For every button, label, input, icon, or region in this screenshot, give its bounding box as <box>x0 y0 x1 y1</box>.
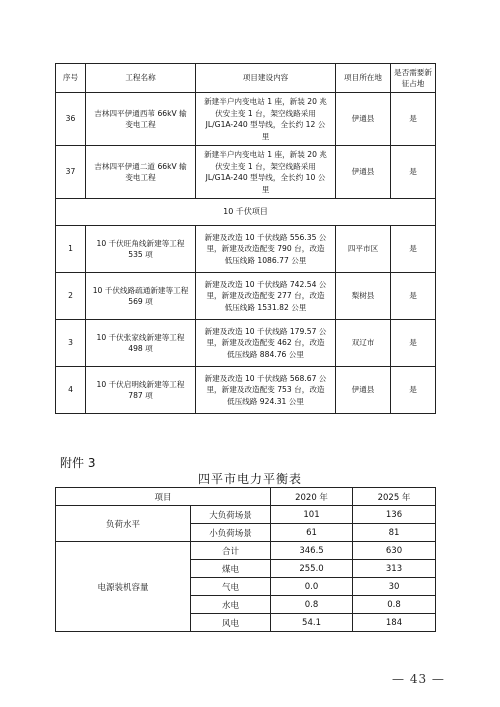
row-no: 2 <box>56 273 86 320</box>
header-item: 项目 <box>56 488 271 506</box>
row-land: 是 <box>391 146 436 199</box>
row-content: 新建半户内变电站 1 座，新装 20 兆 伏安主变 1 台，架空线路采用 JL/G1A-240 型导线，全长约 10 公 里 <box>196 146 336 199</box>
table-row <box>56 226 436 273</box>
row-no: 1 <box>56 226 86 273</box>
row-location: 伊通县 <box>336 93 391 146</box>
row-2020: 255.0 <box>271 560 353 578</box>
row-land: 是 <box>391 320 436 367</box>
row-land: 是 <box>391 273 436 320</box>
balance-table-title: 四平市电力平衡表 <box>197 472 302 486</box>
section-row <box>56 199 436 226</box>
header-location: 项目所在地 <box>336 64 391 93</box>
row-location: 四平市区 <box>336 226 391 273</box>
row-content: 新建半户内变电站 1 座，新装 20 兆 伏安主变 1 台，架空线路采用 JL/G1A-240 型导线，全长约 12 公 里 <box>196 93 336 146</box>
row-name: 10 千伏张家线新建等工程 498 项 <box>86 320 196 367</box>
group-load: 负荷水平 <box>56 506 191 542</box>
row-2025: 184 <box>353 614 436 632</box>
project-table-header <box>56 64 436 93</box>
row-2020: 54.1 <box>271 614 353 632</box>
row-2020: 101 <box>271 506 353 524</box>
group-capacity: 电源装机容量 <box>56 542 191 632</box>
project-table <box>55 63 436 414</box>
header-2020: 2020 年 <box>271 488 353 506</box>
row-sub: 气电 <box>191 578 271 596</box>
balance-table-header <box>56 488 436 506</box>
power-balance-table <box>55 487 436 632</box>
row-land: 是 <box>391 226 436 273</box>
row-sub: 风电 <box>191 614 271 632</box>
row-content: 新建及改造 10 千伏线路 179.57 公 里，新建及改造配变 462 台，改造 低压线路 884.76 公里 <box>196 320 336 367</box>
table-row <box>56 93 436 146</box>
section-title: 10 千伏项目 <box>56 199 436 226</box>
page-number: — 43 — <box>392 672 445 686</box>
table-row <box>56 542 436 560</box>
row-no: 3 <box>56 320 86 367</box>
row-content: 新建及改造 10 千伏线路 742.54 公 里，新建及改造配变 277 台，改造 低压线路 1531.82 公里 <box>196 273 336 320</box>
table-row <box>56 273 436 320</box>
row-2025: 0.8 <box>353 596 436 614</box>
header-land: 是否需要新 征占地 <box>391 64 436 93</box>
row-name: 吉林四平伊通西苇 66kV 输 变电工程 <box>86 93 196 146</box>
row-content: 新建及改造 10 千伏线路 568.67 公 里，新建及改造配变 753 台，改造 低压线路 924.31 公里 <box>196 367 336 414</box>
row-name: 10 千伏线路疏通新建等工程 569 项 <box>86 273 196 320</box>
header-2025: 2025 年 <box>353 488 436 506</box>
row-sub: 大负荷场景 <box>191 506 271 524</box>
row-no: 37 <box>56 146 86 199</box>
table-row <box>56 506 436 524</box>
row-2020: 346.5 <box>271 542 353 560</box>
header-name: 工程名称 <box>86 64 196 93</box>
row-2025: 30 <box>353 578 436 596</box>
row-content: 新建及改造 10 千伏线路 556.35 公 里，新建及改造配变 790 台，改造 低压线路 1086.77 公里 <box>196 226 336 273</box>
row-sub: 合计 <box>191 542 271 560</box>
row-no: 36 <box>56 93 86 146</box>
row-name: 10 千伏启明线新建等工程 787 项 <box>86 367 196 414</box>
row-no: 4 <box>56 367 86 414</box>
row-location: 梨树县 <box>336 273 391 320</box>
row-2020: 0.8 <box>271 596 353 614</box>
table-row <box>56 367 436 414</box>
row-location: 伊通县 <box>336 367 391 414</box>
row-location: 双辽市 <box>336 320 391 367</box>
annex-label: 附件 3 <box>60 456 96 470</box>
row-location: 伊通县 <box>336 146 391 199</box>
header-no: 序号 <box>56 64 86 93</box>
row-name: 10 千伏旺角线新建等工程 535 项 <box>86 226 196 273</box>
header-content: 项目建设内容 <box>196 64 336 93</box>
row-2020: 0.0 <box>271 578 353 596</box>
row-land: 是 <box>391 93 436 146</box>
row-2025: 313 <box>353 560 436 578</box>
row-2020: 61 <box>271 524 353 542</box>
table-row <box>56 146 436 199</box>
row-sub: 煤电 <box>191 560 271 578</box>
row-sub: 小负荷场景 <box>191 524 271 542</box>
row-name: 吉林四平伊通二道 66kV 输 变电工程 <box>86 146 196 199</box>
row-2025: 630 <box>353 542 436 560</box>
row-land: 是 <box>391 367 436 414</box>
row-2025: 81 <box>353 524 436 542</box>
table-row <box>56 320 436 367</box>
row-2025: 136 <box>353 506 436 524</box>
row-sub: 水电 <box>191 596 271 614</box>
